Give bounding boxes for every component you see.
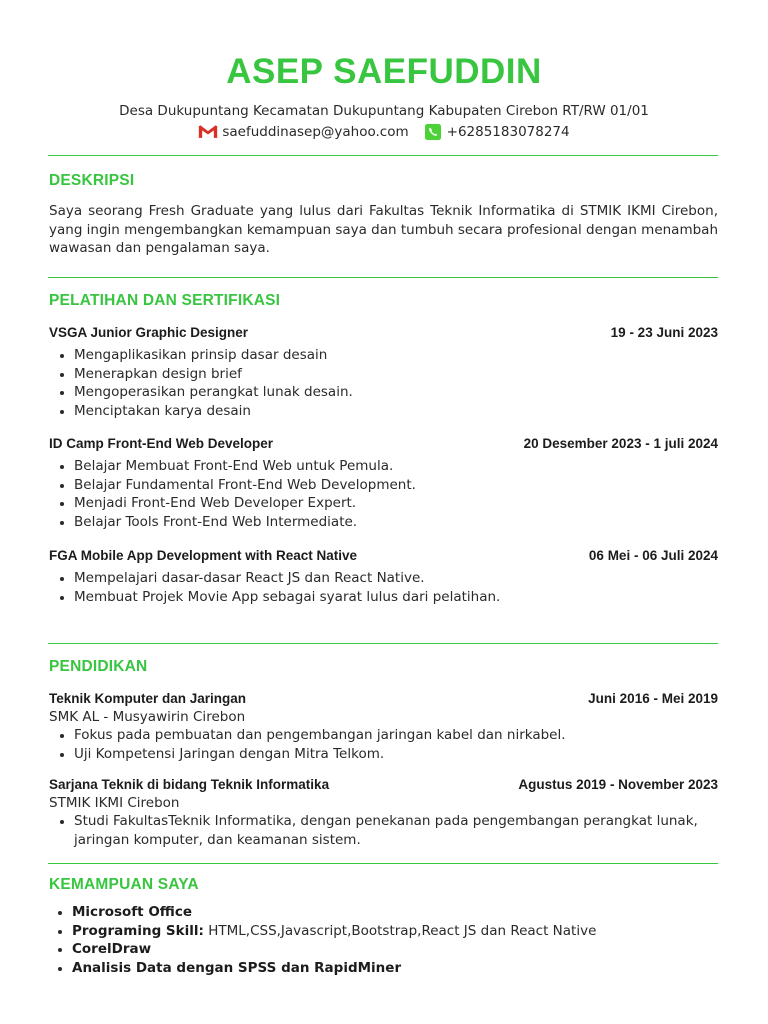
skill-name: Microsoft Office [72,904,193,920]
candidate-name: ASEP SAEFUDDIN [226,52,542,91]
training-title: VSGA Junior Graphic Designer [49,325,249,340]
description-paragraph [49,202,718,258]
list-item: Membuat Projek Movie App sebagai syarat lulus dari pelatihan. [56,588,716,607]
training-title: FGA Mobile App Development with React Native [49,548,358,563]
list-item: Uji Kompetensi Jaringan dengan Mitra Telkom. [56,745,716,764]
skill-detail: HTML,CSS,Javascript,Bootstrap,React JS dan React Native [203,922,597,939]
list-item: Belajar Fundamental Front-End Web Development. [56,476,716,495]
education-date: Agustus 2019 - November 2023 [518,777,718,792]
section-title-pelatihan: PELATIHAN DAN SERTIFIKASI [49,292,281,309]
list-item: Mempelajari dasar-dasar React JS dan React Native. [56,569,716,588]
training-bullets [56,457,716,531]
school-name: STMIK IKMI Cirebon [49,795,180,811]
section-title-kemampuan: KEMAMPUAN SAYA [49,876,199,893]
phone-contact[interactable] [423,124,570,140]
list-item: Belajar Tools Front-End Web Intermediate. [56,513,716,532]
gmail-icon [198,124,218,140]
list-item: Menciptakan karya desain [56,402,716,421]
skill-name: CorelDraw [72,941,152,958]
training-bullets [56,346,716,420]
skill-item [54,959,714,978]
skill-name: Analisis Data dengan SPSS dan RapidMiner [72,959,402,976]
training-bullets [56,569,716,606]
list-item: Studi FakultasTeknik Informatika, dengan penekanan pada pengembangan perangkat lunak, jaringan komputer, dan keamanan sistem. [56,812,706,849]
address: Desa Dukupuntang Kecamatan Dukupuntang Kabupaten Cirebon RT/RW 01/01 [119,103,649,119]
training-date: 19 - 23 Juni 2023 [610,325,718,340]
description-line: yang ingin mengembangkan kemampuan saya dan tumbuh secara profesional dengan menambah [49,221,719,238]
list-item: Belajar Membuat Front-End Web untuk Pemula. [56,457,716,476]
skill-name: Programing Skill: [72,922,204,939]
divider [48,863,718,864]
section-title-deskripsi: DESKRIPSI [49,172,135,189]
email-contact[interactable] [198,124,408,140]
training-date: 06 Mei - 06 Juli 2024 [588,548,718,563]
skills-list [54,903,714,977]
list-item: Menerapkan design brief [56,365,716,384]
phone-icon [423,124,443,140]
skill-item [54,903,714,922]
list-item: Fokus pada pembuatan dan pengembangan jaringan kabel dan nirkabel. [56,726,716,745]
divider [48,643,718,644]
contact-row [0,122,768,142]
education-date: Juni 2016 - Mei 2019 [588,691,718,706]
education-bullets [56,726,716,763]
training-date: 20 Desember 2023 - 1 juli 2024 [523,436,718,451]
school-name: SMK AL - Musyawirin Cirebon [49,709,246,725]
list-item: Mengoperasikan perangkat lunak desain. [56,383,716,402]
description-line: Saya seorang Fresh Graduate yang lulus dari Fakultas Teknik Informatika di STMIK IKMI Cirebon, [49,203,718,219]
divider [48,277,718,278]
phone-text[interactable]: +6285183078274 [446,124,570,140]
description-line: wawasan dan pengalaman saya. [49,240,270,256]
list-item: Mengaplikasikan prinsip dasar desain [56,346,716,365]
email-text[interactable]: saefuddinasep@yahoo.com [222,124,409,140]
list-item: Menjadi Front-End Web Developer Expert. [56,494,716,513]
skill-item [54,940,714,959]
skill-item [54,922,714,941]
section-title-pendidikan: PENDIDIKAN [49,658,148,675]
divider [48,155,718,156]
training-title: ID Camp Front-End Web Developer [49,436,274,451]
education-bullets [56,812,706,849]
education-title: Sarjana Teknik di bidang Teknik Informatika [49,777,330,792]
education-title: Teknik Komputer dan Jaringan [49,691,247,706]
